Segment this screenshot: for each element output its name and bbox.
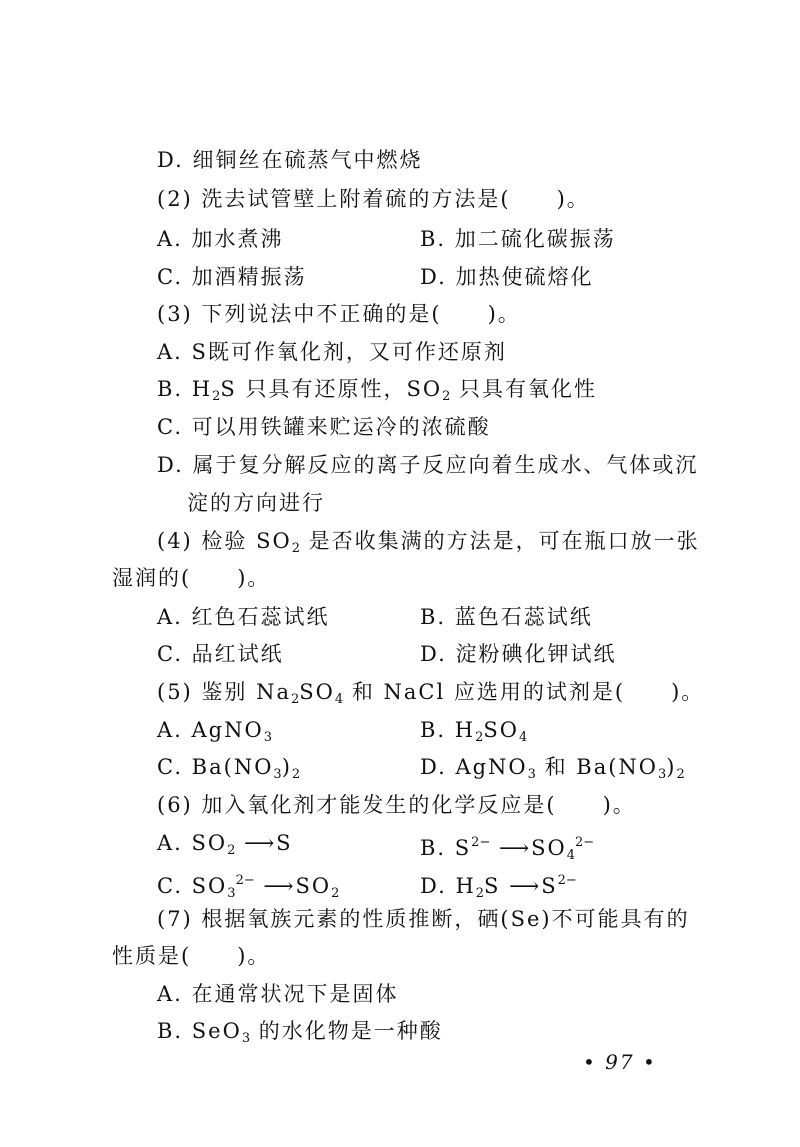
option-a: A. AgNO$_3$ [157,718,272,745]
option-d: D. $H_2S$ $⟶S^{2-}$ [420,873,577,901]
question-7-continued: 性质是( )。 [112,944,271,968]
option-c: C. $SO_3^{2-}$ $⟶SO_2$ [157,873,340,901]
question-4-continued: 湿润的( )。 [112,566,271,590]
option-a: A. $SO_2$ ⟶S [157,831,293,858]
option-b: B. 蓝色石蕊试纸 [420,605,593,629]
option-a: A. 红色石蕊试纸 [157,605,330,629]
option-a: A. 在通常状况下是固体 [157,982,399,1006]
option-b: B. 加二硫化碳振荡 [420,227,616,251]
question-7: (7) 根据氧族元素的性质推断，硒(Se)不可能具有的 [157,907,690,931]
option-a: A. S既可作氧化剂，又可作还原剂 [157,340,507,364]
question-6: (6) 加入氧化剂才能发生的化学反应是( )。 [157,793,636,817]
option-b: B. $H_2SO_4$ [420,718,528,745]
option-d: D. 属于复分解反应的离子反应向着生成水、气体或沉 [157,453,699,477]
option-c: C. 可以用铁罐来贮运冷的浓硫酸 [157,415,491,439]
option-d-continued: 淀的方向进行 [187,491,325,515]
question-2: (2) 洗去试管壁上附着硫的方法是( )。 [157,187,590,211]
question-3: (3) 下列说法中不正确的是( )。 [157,302,521,326]
option-b: B. SeO$_3$ 的水化物是一种酸 [157,1019,443,1046]
option-d: D. 淀粉碘化钾试纸 [420,642,617,666]
option-a: A. 加水煮沸 [157,227,284,251]
option-b: B. $S^{2-}$ $⟶SO_4^{2-}$ [420,835,595,863]
option-b: B. $H_2S$ 只具有还原性，$SO_2$ 只具有氧化性 [157,377,598,404]
question-5: (5) 鉴别 $Na_2SO_4$ 和 NaCl 应选用的试剂是( )。 [157,680,705,707]
option-c: C. $Ba(NO_3)_2$ [157,755,301,782]
option-c: C. 品红试纸 [157,642,284,666]
page-number: • 97 • [583,1050,657,1074]
option-d: D. AgNO$_3$ 和 $Ba(NO_3)_2$ [420,755,685,782]
option-c: C. 加酒精振荡 [157,265,307,289]
option-d: D. 加热使硫熔化 [420,265,594,289]
text-line: D. 细铜丝在硫蒸气中燃烧 [157,148,423,172]
question-4: (4) 检验 $SO_2$ 是否收集满的方法是，可在瓶口放一张 [157,529,700,556]
